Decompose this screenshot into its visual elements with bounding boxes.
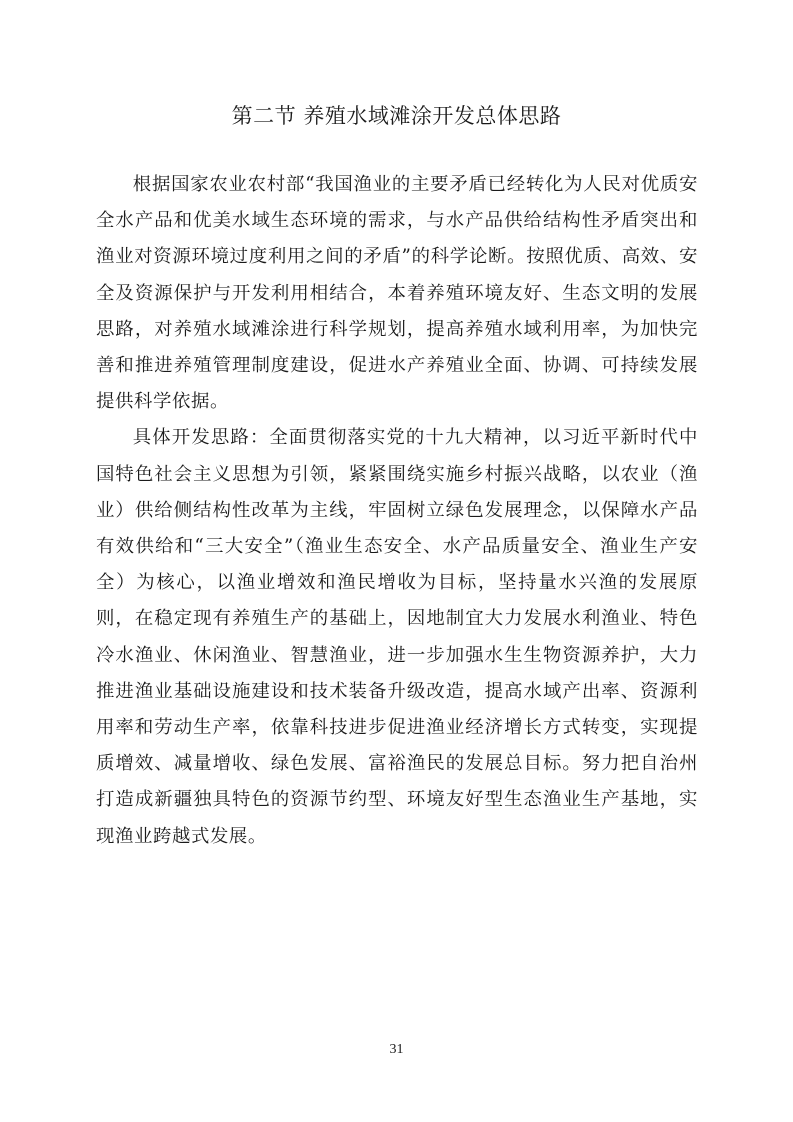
paragraph-overview: 根据国家农业农村部“我国渔业的主要矛盾已经转化为人民对优质安全水产品和优美水域生态环境的需求，与水产品供给结构性矛盾突出和渔业对资源环境过度利用之间的矛盾”的科学论断。按照优质、高效、安全及资源保护与开发利用相结合，本着养殖环境友好、生态文明的发展思路，对养殖水域滩涂进行科学规划，提高养殖水域利用率，为加快完善和推进养殖管理制度建设，促进水产养殖业全面、协调、可持续发展提供科学依据。: [96, 174, 698, 413]
section-title: 第二节 养殖水域滩涂开发总体思路: [231, 104, 562, 128]
page-number: 31: [389, 1042, 404, 1057]
paragraph-development-approach: 具体开发思路：全面贯彻落实党的十九大精神，以习近平新时代中国特色社会主义思想为引领，紧紧围绕实施乡村振兴战略，以农业（渔业）供给侧结构性改革为主线，牢固树立绿色发展理念，以保障水产品有效供给和“三大安全”（渔业生态安全、水产品质量安全、渔业生产安全）为核心，以渔业增效和渔民增收为目标，坚持量水兴渔的发展原则，在稳定现有养殖生产的基础上，因地制宜大力发展水利渔业、特色冷水渔业、休闲渔业、智慧渔业，进一步加强水生生物资源养护，大力推进渔业基础设施建设和技术装备升级改造，提高水域产出率、资源利用率和劳动生产率，依靠科技进步促进渔业经济增长方式转变，实现提质增效、减量增收、绿色发展、富裕渔民的发展总目标。努力把自治州打造成新疆独具特色的资源节约型、环境友好型生态渔业生产基地，实现渔业跨越式发展。: [96, 427, 698, 847]
body-text: [96, 167, 698, 855]
